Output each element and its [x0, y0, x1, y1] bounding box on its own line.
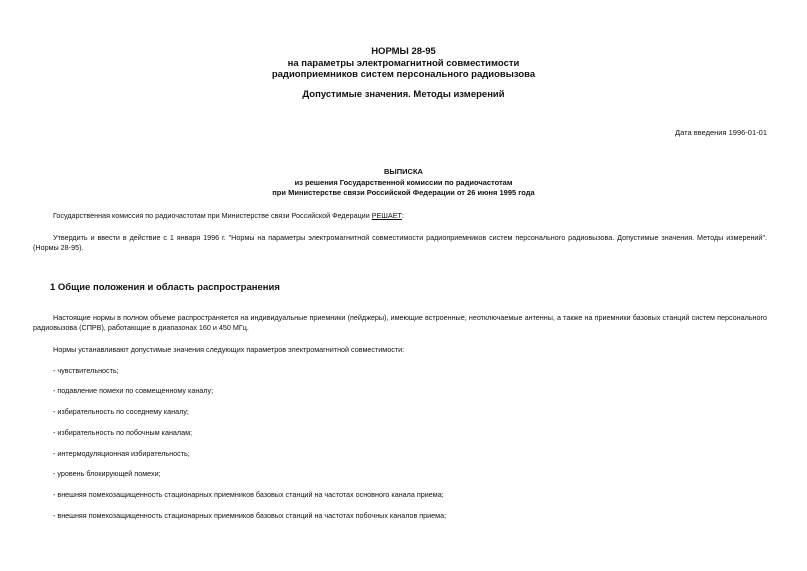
commission-paragraph	[53, 211, 767, 222]
approval-paragraph	[33, 233, 767, 253]
list-item: - интермодуляционная избирательность;	[53, 449, 190, 458]
scope-paragraph	[33, 313, 767, 333]
commission-suffix: :	[401, 211, 404, 220]
document-title-block	[0, 46, 807, 81]
decree-word: РЕШАЕТ	[371, 211, 402, 220]
commission-text: Государственная комиссия по радиочастотам при Министерстве связи Российской Федерации	[53, 211, 372, 220]
list-item: - избирательность по побочным каналам;	[53, 428, 193, 437]
list-item: - уровень блокирующей помехи;	[53, 469, 161, 478]
extract-line-1: из решения Государственной комиссии по радиочастотам	[294, 177, 513, 187]
list-item: - внешняя помехозащищенность стационарных приемников базовых станций на частотах побочных каналов приема;	[53, 511, 447, 520]
scope-line-2: радиовызова (СПРВ), работающие в диапазонах 160 и 450 МГц.	[33, 323, 249, 333]
approval-line-2: (Нормы 28-95).	[33, 243, 84, 253]
approval-line-1: Утвердить и ввести в действие с 1 января 1996 г. "Нормы на параметры электромагнитной совместимости радиоприемников систем персонального радиовызова. Допустимые значения. Методы измерений".	[53, 233, 767, 242]
document-title: НОРМЫ 28-95	[371, 46, 436, 57]
document-subtitle-line-1: на параметры электромагнитной совместимости	[287, 57, 520, 69]
params-intro: Нормы устанавливают допустимые значения следующих параметров электромагнитной совместимости:	[53, 345, 405, 354]
extract-line-2: при Министерстве связи Российской Федерации от 26 июня 1995 года	[272, 188, 535, 197]
document-subtitle-block	[0, 89, 807, 100]
extract-block	[0, 167, 807, 199]
list-item: - чувствительность;	[53, 366, 119, 375]
effective-date: Дата введения 1996-01-01	[675, 128, 767, 137]
section-1-heading: 1 Общие положения и область распространения	[50, 282, 280, 293]
list-item: - подавление помехи по совмещенному каналу;	[53, 386, 214, 395]
list-item: - избирательность по соседнему каналу;	[53, 407, 189, 416]
document-doc-subtitle: Допустимые значения. Методы измерений	[302, 89, 505, 100]
extract-heading: ВЫПИСКА	[384, 167, 423, 176]
scope-line-1: Настоящие нормы в полном объеме распространяется на индивидуальные приемники (пейджеры), имеющие встроенные, неотключаемые антенны, а также на приемники базовых станций систем персонального	[53, 313, 767, 322]
list-item: - внешняя помехозащищенность стационарных приемников базовых станций на частотах основного канала приема;	[53, 490, 444, 499]
document-subtitle-line-2: радиоприемников систем персонального радиовызова	[271, 69, 536, 80]
